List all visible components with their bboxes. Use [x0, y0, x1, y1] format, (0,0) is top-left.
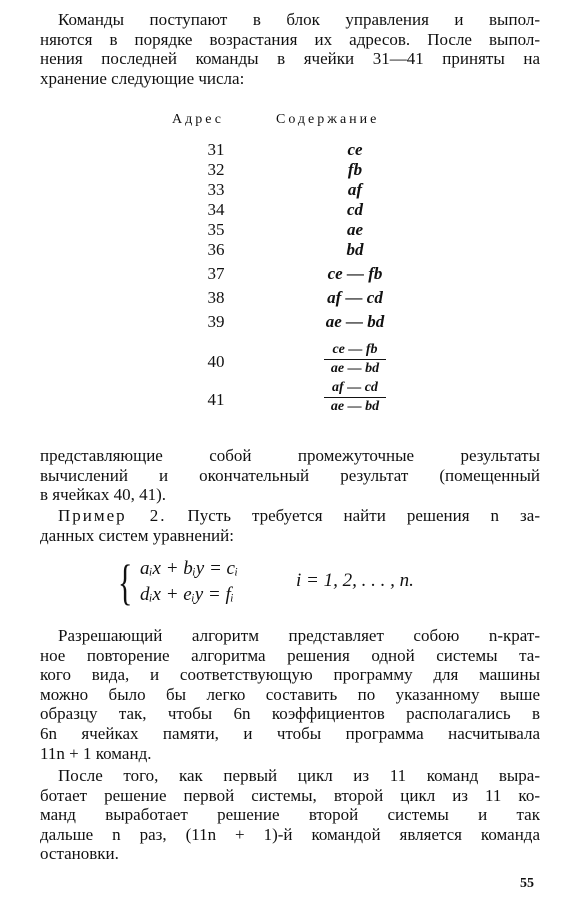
- address-cell: 34: [207, 200, 225, 219]
- fraction-denominator: ae — bd: [330, 399, 380, 414]
- table-row-fraction: [150, 380, 440, 416]
- table-row: [150, 200, 440, 220]
- address-cell: 38: [207, 288, 225, 307]
- paragraph-example: [40, 506, 540, 545]
- text-line: можно было бы легко составить по указанному выше: [40, 684, 540, 704]
- table-row: [150, 140, 440, 160]
- text-line: ное повторение алгоритма решения одной системы та-: [40, 645, 540, 665]
- content-cell: cd: [346, 200, 364, 219]
- content-cell: ce: [347, 140, 363, 159]
- text-line: хранение следующие числа:: [40, 68, 245, 88]
- fraction-bar: [324, 359, 386, 360]
- address-cell: 37: [207, 264, 225, 283]
- address-cell: 33: [207, 180, 225, 199]
- table-row: [150, 288, 440, 308]
- left-brace: {: [118, 554, 133, 610]
- address-cell: 32: [207, 160, 225, 179]
- content-cell: af: [347, 180, 363, 199]
- text-line: 6n ячейках памяти, и чтобы программа насчитывала: [40, 723, 540, 743]
- text-line: няются в порядке возрастания их адресов. После выпол-: [40, 29, 540, 49]
- address-cell: 39: [207, 312, 225, 331]
- text-line: вычислений и окончательный результат (помещенный: [40, 465, 540, 485]
- text-line: Команды поступают в блок управления и выпол-: [58, 10, 540, 29]
- text-line: После того, как первый цикл из 11 команд выра-: [58, 766, 540, 785]
- address-cell: 40: [207, 352, 225, 371]
- column-header-address: Адрес: [172, 112, 225, 127]
- fraction-cell: [300, 342, 410, 377]
- text-line: представляющие собой промежуточные результаты: [40, 446, 540, 465]
- text-line: данных систем уравнений:: [40, 525, 234, 545]
- table-row-fraction: [150, 342, 440, 378]
- table-row: [150, 240, 440, 260]
- paragraph-results: [40, 446, 540, 505]
- address-cell: 41: [207, 390, 225, 409]
- text-line: Разрешающий алгоритм представляет собою n-крат-: [58, 626, 540, 645]
- text-line: 11n + 1 команд.: [40, 743, 152, 763]
- address-cell: 31: [207, 140, 225, 159]
- paragraph-cycles: [40, 766, 540, 864]
- address-cell: 35: [207, 220, 225, 239]
- paragraph-commands: [40, 10, 540, 88]
- text-line: остановки.: [40, 844, 119, 864]
- page-number: 55: [520, 876, 534, 891]
- text-line: кого вида, и соответствующую программу для машины: [40, 665, 540, 685]
- content-cell: ae — bd: [325, 312, 385, 331]
- fraction-bar: [324, 397, 386, 398]
- text-line: манд выработает решение второй системы и так: [40, 805, 540, 825]
- equation-line-2: dᵢx + eᵢy = fᵢ: [140, 584, 234, 605]
- text-line: в ячейках 40, 41).: [40, 485, 166, 505]
- address-cell: 36: [207, 240, 225, 259]
- example-text: Пусть требуется найти решения n за-: [166, 506, 540, 525]
- example-label: Пример 2.: [58, 506, 167, 525]
- content-cell: fb: [347, 160, 363, 179]
- equation-index-range: i = 1, 2, . . . , n.: [296, 570, 414, 591]
- content-cell: ae: [346, 220, 364, 239]
- table-row: [150, 220, 440, 240]
- text-line: образцу так, чтобы 6n коэффициентов располагались в: [40, 704, 540, 724]
- table-row: [150, 180, 440, 200]
- table-row: [150, 312, 440, 332]
- fraction-numerator: af — cd: [332, 380, 378, 395]
- content-cell: bd: [346, 240, 364, 259]
- text-line: [40, 506, 540, 526]
- paragraph-algorithm: [40, 626, 540, 763]
- equation-line-1: aᵢx + bᵢy = cᵢ: [140, 558, 238, 579]
- table-row: [150, 264, 440, 284]
- text-line: дальше n раз, (11n + 1)-й командой является команда: [40, 824, 540, 844]
- text-line: ботает решение первой системы, второй цикл из 11 ко-: [40, 785, 540, 805]
- text-line: нения последней команды в ячейки 31—41 приняты на: [40, 49, 540, 69]
- content-cell: ce — fb: [327, 264, 383, 283]
- fraction-numerator: ce — fb: [332, 342, 378, 357]
- column-header-content: Содержание: [276, 112, 380, 127]
- content-cell: af — cd: [327, 288, 383, 307]
- fraction-denominator: ae — bd: [330, 361, 380, 376]
- table-row: [150, 160, 440, 180]
- fraction-cell: [300, 380, 410, 415]
- equation-system: [118, 554, 458, 610]
